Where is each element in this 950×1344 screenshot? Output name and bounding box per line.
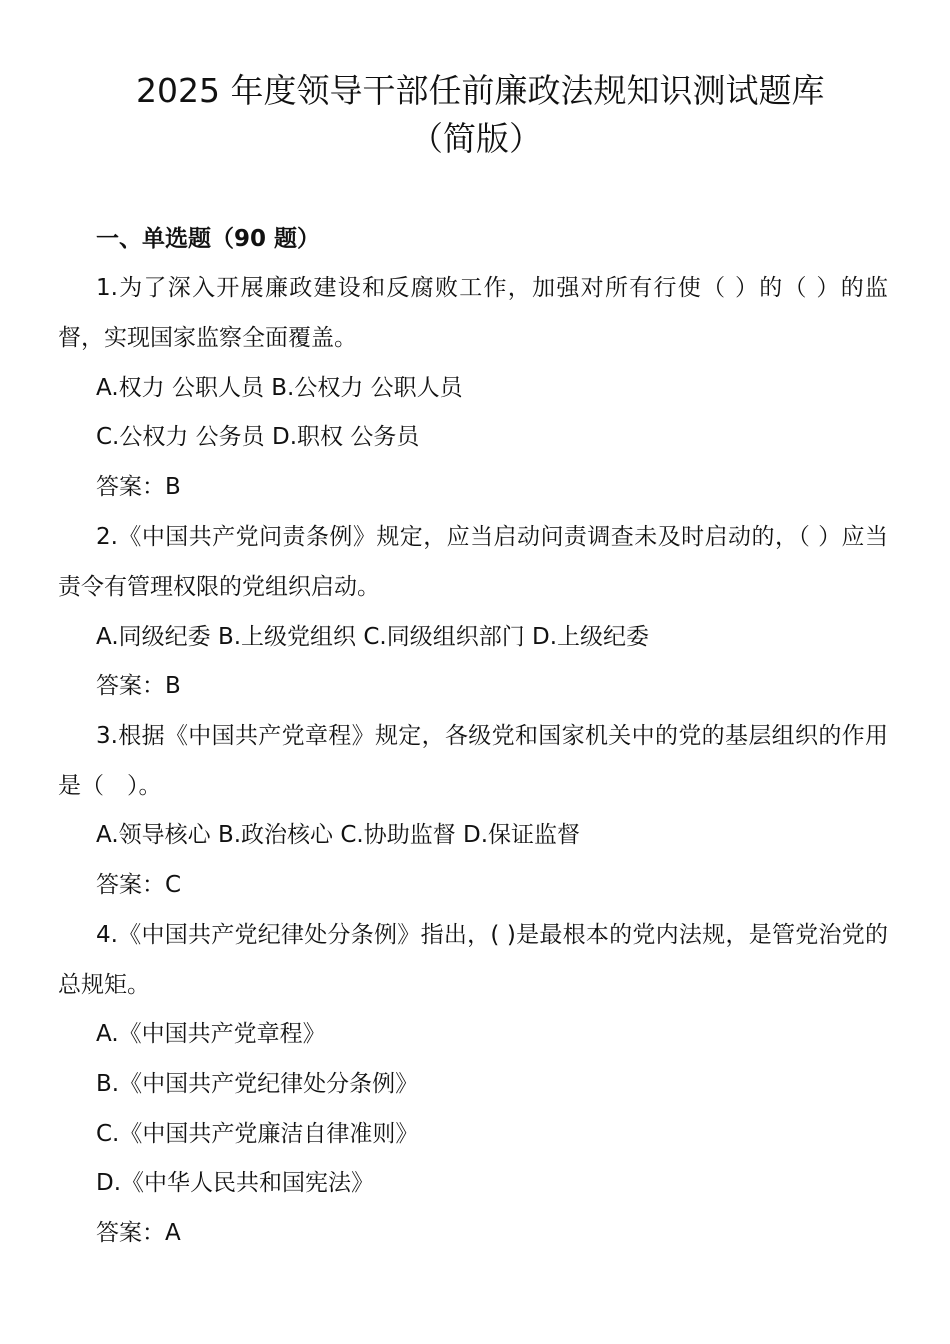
section-heading: 一、单选题（90 题） — [96, 226, 321, 252]
question-4-answer: 答案：A — [96, 1220, 181, 1246]
question-4-option-a: A.《中国共产党章程》 — [96, 1021, 326, 1047]
document-title-line-2: （简版） — [410, 119, 542, 158]
question-1-options-line-1: A.权力 公职人员 B.公权力 公职人员 — [96, 375, 463, 401]
question-3-options: A.领导核心 B.政治核心 C.协助监督 D.保证监督 — [96, 822, 581, 848]
question-4-option-d: D.《中华人民共和国宪法》 — [96, 1170, 375, 1196]
question-4-option-c: C.《中国共产党廉洁自律准则》 — [96, 1121, 419, 1147]
question-2-stem: 2.《中国共产党问责条例》规定，应当启动问责调查未及时启动的，（ ）应当责令有管理权限的党组织启动。 — [58, 524, 888, 600]
question-2-options: A.同级纪委 B.上级党组织 C.同级组织部门 D.上级纪委 — [96, 624, 650, 650]
question-3-stem: 3.根据《中国共产党章程》规定，各级党和国家机关中的党的基层组织的作用是（ ）。 — [58, 723, 888, 799]
question-3-answer: 答案：C — [96, 872, 182, 898]
question-1-answer: 答案：B — [96, 474, 181, 500]
question-1-stem: 1.为了深入开展廉政建设和反腐败工作，加强对所有行使（ ）的（ ）的监督，实现国家监察全面覆盖。 — [58, 275, 888, 351]
document-title-line-1: 2025 年度领导干部任前廉政法规知识测试题库 — [136, 71, 825, 110]
question-4-option-b: B.《中国共产党纪律处分条例》 — [96, 1071, 419, 1097]
question-4-stem: 4.《中国共产党纪律处分条例》指出，( )是最根本的党内法规，是管党治党的总规矩。 — [58, 922, 888, 998]
question-2-answer: 答案：B — [96, 673, 181, 699]
question-1-options-line-2: C.公权力 公务员 D.职权 公务员 — [96, 424, 420, 450]
